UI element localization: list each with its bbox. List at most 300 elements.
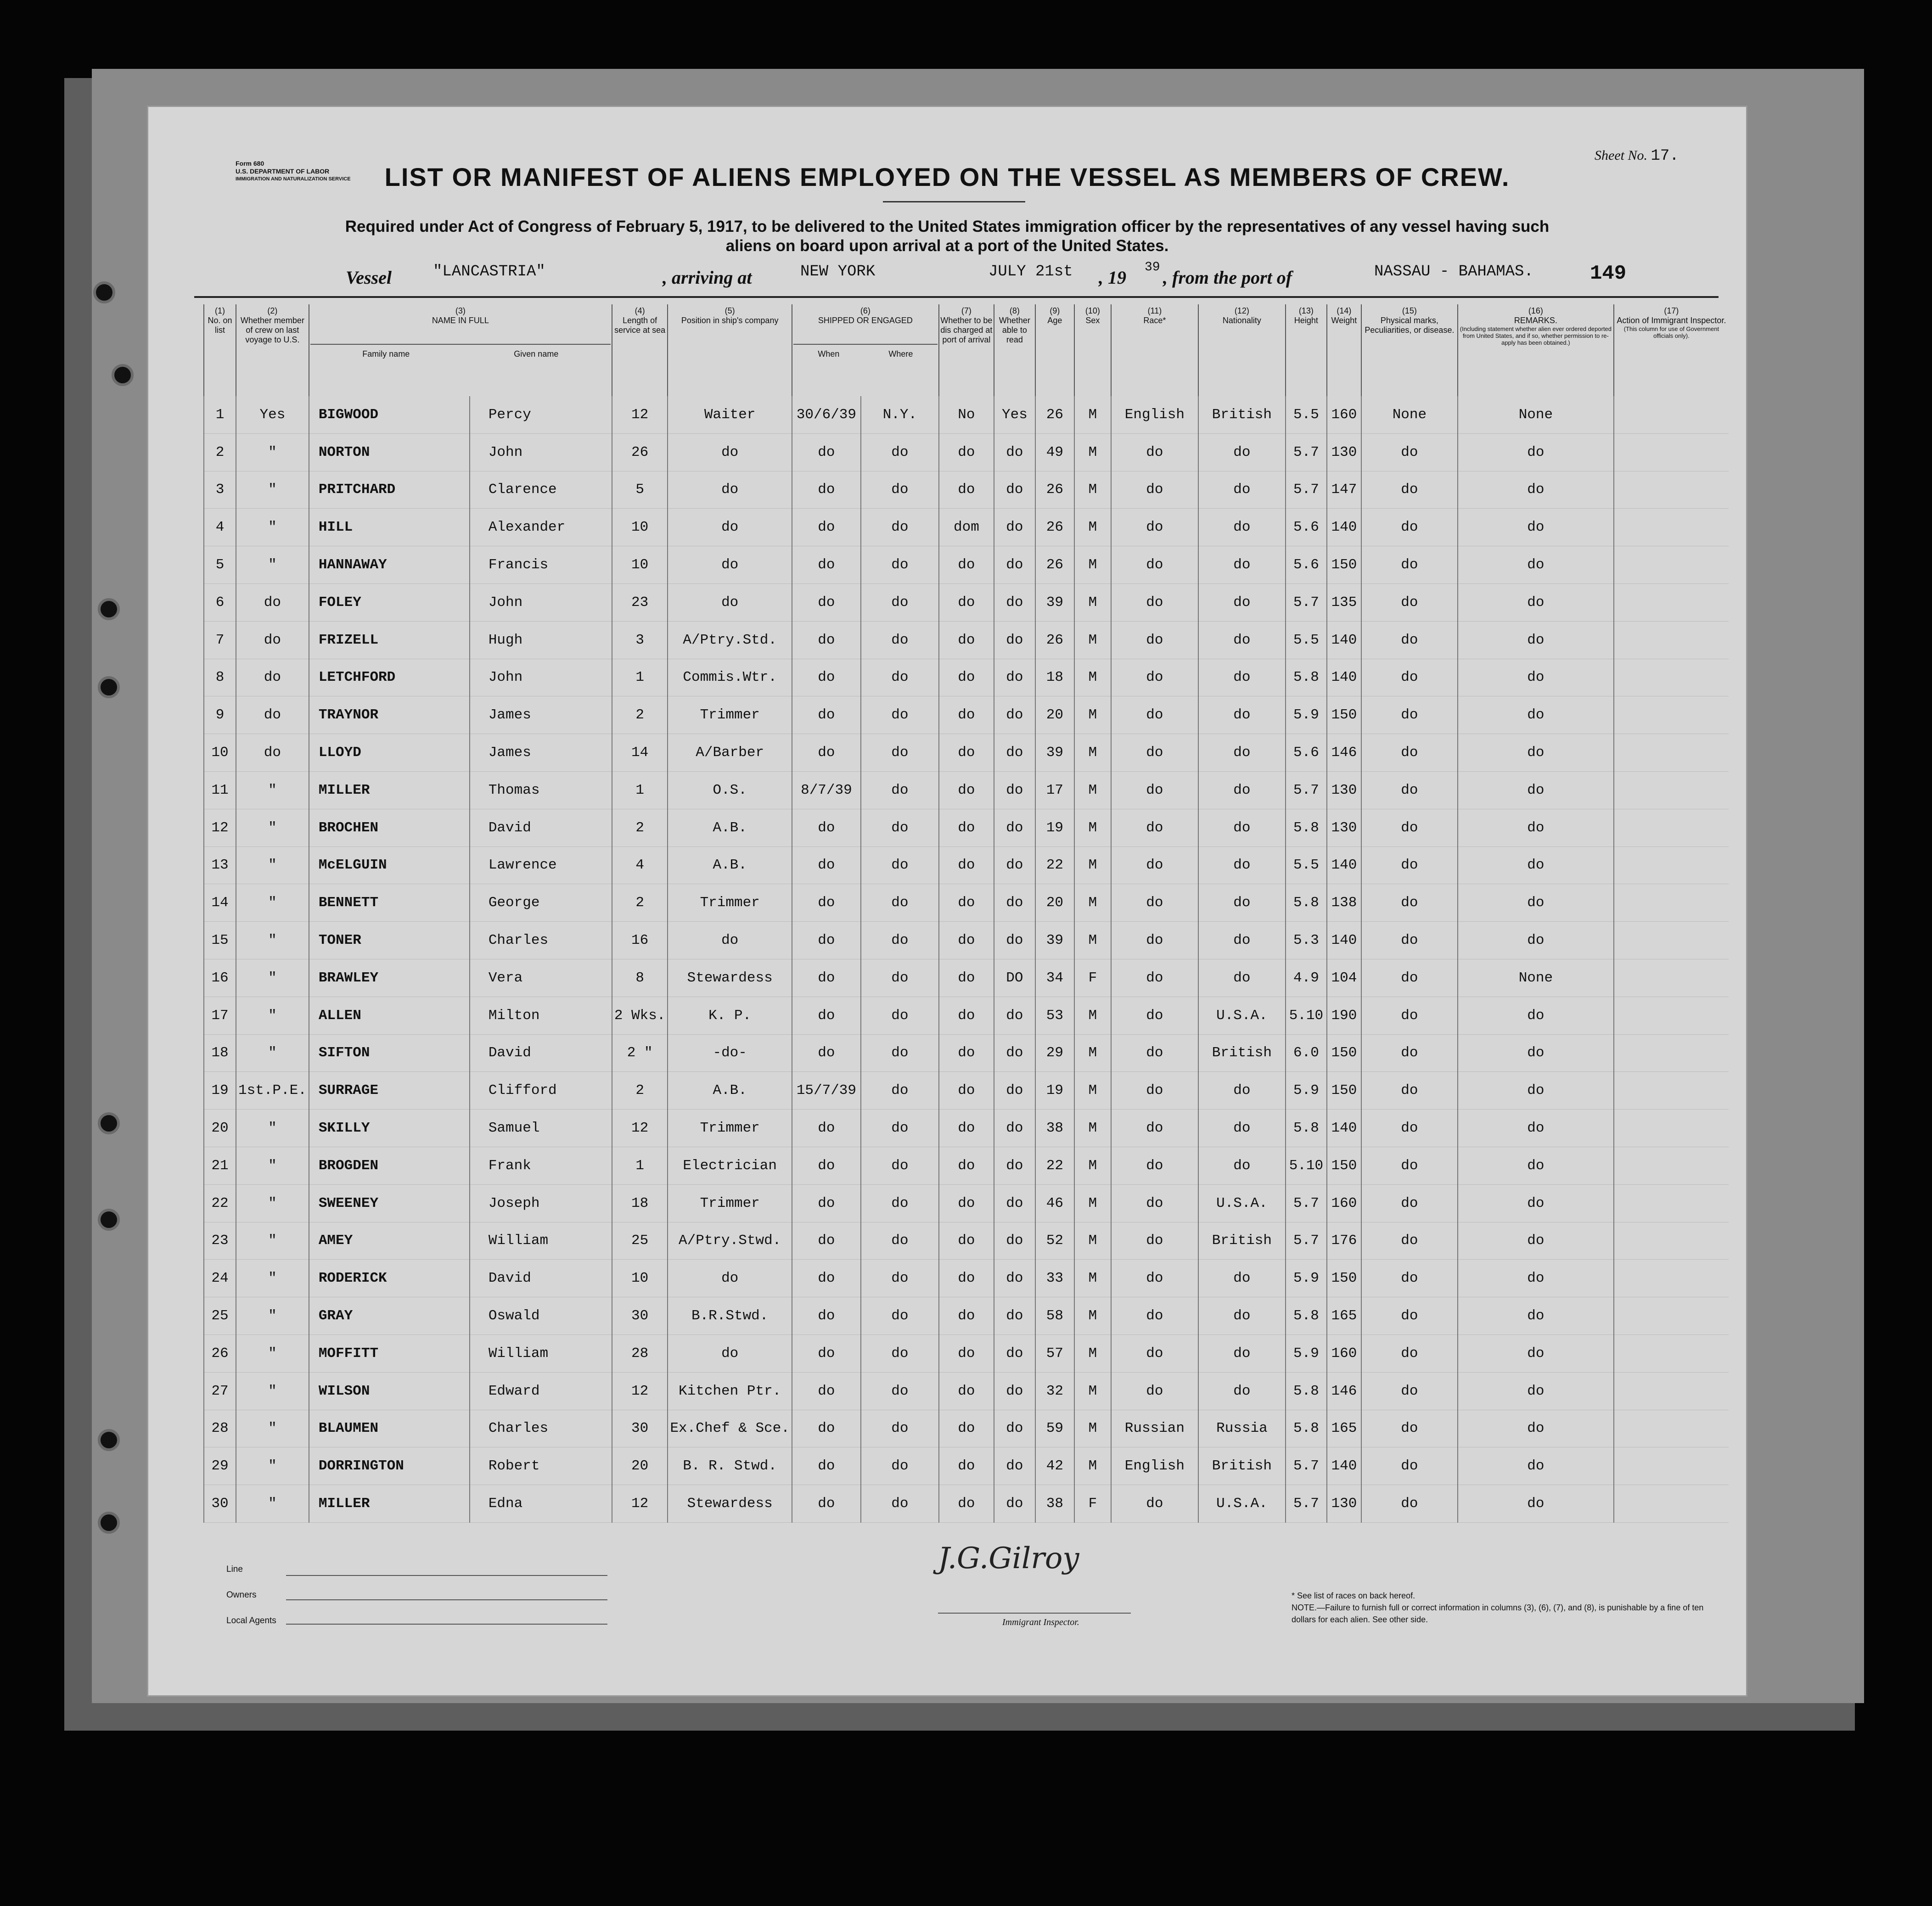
row-number-cell: 2 (204, 433, 236, 471)
family-name-cell: PRITCHARD (309, 471, 470, 509)
nationality-cell: do (1198, 546, 1286, 584)
able-to-read-cell: do (994, 433, 1035, 471)
weight-cell: 150 (1327, 1072, 1361, 1110)
race-cell: do (1111, 659, 1198, 696)
punch-hole (98, 1209, 120, 1231)
inspector-action-cell (1614, 809, 1729, 846)
age-cell: 39 (1035, 734, 1074, 772)
height-cell: 5.6 (1286, 546, 1327, 584)
race-cell: English (1111, 396, 1198, 433)
nationality-cell: U.S.A. (1198, 1184, 1286, 1222)
length-of-service-cell: 2 " (612, 1034, 668, 1072)
inspector-action-cell (1614, 1334, 1729, 1372)
race-cell: do (1111, 1297, 1198, 1335)
age-cell: 19 (1035, 1072, 1074, 1110)
nationality-cell: British (1198, 1034, 1286, 1072)
shipped-where-cell: do (861, 771, 939, 809)
given-name-cell: Thomas (470, 771, 612, 809)
remarks-cell: do (1458, 922, 1614, 959)
nationality-cell: do (1198, 1072, 1286, 1110)
shipped-when-cell: do (792, 546, 861, 584)
last-voyage-cell: " (236, 433, 309, 471)
discharged-cell: do (939, 809, 994, 846)
weight-cell: 146 (1327, 734, 1361, 772)
remarks-cell: do (1458, 1297, 1614, 1335)
height-cell: 5.7 (1286, 583, 1327, 621)
shipped-when-cell: do (792, 1372, 861, 1410)
discharged-cell: do (939, 1447, 994, 1485)
age-cell: 52 (1035, 1222, 1074, 1260)
sex-cell: M (1074, 471, 1111, 509)
shipped-when-cell: do (792, 809, 861, 846)
weight-cell: 165 (1327, 1410, 1361, 1447)
discharged-cell: do (939, 696, 994, 734)
race-cell: Russian (1111, 1410, 1198, 1447)
row-number-cell: 11 (204, 771, 236, 809)
age-cell: 20 (1035, 884, 1074, 922)
position-cell: K. P. (668, 997, 792, 1034)
height-cell: 6.0 (1286, 1034, 1327, 1072)
given-name-cell: Lawrence (470, 846, 612, 884)
nationality-cell: do (1198, 922, 1286, 959)
family-name-cell: FRIZELL (309, 621, 470, 659)
race-cell: do (1111, 884, 1198, 922)
race-cell: do (1111, 621, 1198, 659)
shipped-when-cell: do (792, 1297, 861, 1335)
weight-cell: 104 (1327, 959, 1361, 997)
row-number-cell: 24 (204, 1260, 236, 1297)
row-number-cell: 6 (204, 583, 236, 621)
given-name-cell: David (470, 1034, 612, 1072)
nationality-cell: do (1198, 734, 1286, 772)
row-number-cell: 30 (204, 1485, 236, 1523)
given-name-cell: Vera (470, 959, 612, 997)
position-cell: A.B. (668, 846, 792, 884)
last-voyage-cell: " (236, 546, 309, 584)
nationality-cell: do (1198, 1110, 1286, 1147)
nationality-cell: do (1198, 583, 1286, 621)
able-to-read-cell: do (994, 997, 1035, 1034)
col-header-8: (8) Whether able to read (994, 304, 1035, 396)
table-row (204, 1485, 1729, 1523)
height-cell: 5.7 (1286, 433, 1327, 471)
weight-cell: 130 (1327, 1485, 1361, 1523)
last-voyage-cell: " (236, 1297, 309, 1335)
table-row (204, 1184, 1729, 1222)
given-name-cell: Percy (470, 396, 612, 433)
family-name-cell: TONER (309, 922, 470, 959)
inspector-action-cell (1614, 396, 1729, 433)
race-cell: do (1111, 509, 1198, 546)
shipped-where-cell: do (861, 734, 939, 772)
nationality-cell: do (1198, 1334, 1286, 1372)
from-port: NASSAU - BAHAMAS. (1374, 263, 1533, 280)
race-cell: do (1111, 1072, 1198, 1110)
vessel-name: "LANCASTRIA" (433, 263, 545, 280)
family-name-cell: SKILLY (309, 1110, 470, 1147)
punch-hole (98, 1512, 120, 1534)
sex-cell: M (1074, 1372, 1111, 1410)
vessel-label: Vessel (346, 267, 392, 288)
given-name-cell: Hugh (470, 621, 612, 659)
remarks-cell: do (1458, 734, 1614, 772)
length-of-service-cell: 1 (612, 1147, 668, 1184)
age-cell: 39 (1035, 583, 1074, 621)
table-row (204, 1447, 1729, 1485)
shipped-where-cell: N.Y. (861, 396, 939, 433)
given-name-cell: David (470, 809, 612, 846)
race-cell: do (1111, 846, 1198, 884)
height-cell: 5.5 (1286, 621, 1327, 659)
weight-cell: 147 (1327, 471, 1361, 509)
height-cell: 5.7 (1286, 1447, 1327, 1485)
sex-cell: M (1074, 1034, 1111, 1072)
last-voyage-cell: " (236, 959, 309, 997)
shipped-where-cell: do (861, 1372, 939, 1410)
row-number-cell: 19 (204, 1072, 236, 1110)
given-name-cell: John (470, 583, 612, 621)
physical-marks-cell: do (1361, 1334, 1458, 1372)
last-voyage-cell: " (236, 509, 309, 546)
given-name-cell: James (470, 734, 612, 772)
able-to-read-cell: do (994, 771, 1035, 809)
last-voyage-cell: " (236, 1334, 309, 1372)
remarks-cell: do (1458, 659, 1614, 696)
given-name-cell: James (470, 696, 612, 734)
height-cell: 5.8 (1286, 1410, 1327, 1447)
nationality-cell: British (1198, 1447, 1286, 1485)
shipped-when-cell: do (792, 696, 861, 734)
shipped-when-cell: do (792, 1222, 861, 1260)
row-number-cell: 1 (204, 396, 236, 433)
physical-marks-cell: do (1361, 884, 1458, 922)
table-row (204, 621, 1729, 659)
shipped-where-cell: do (861, 1334, 939, 1372)
position-cell: Electrician (668, 1147, 792, 1184)
weight-cell: 190 (1327, 997, 1361, 1034)
remarks-cell: do (1458, 583, 1614, 621)
inspector-action-cell (1614, 621, 1729, 659)
able-to-read-cell: do (994, 846, 1035, 884)
shipped-when-cell: do (792, 734, 861, 772)
physical-marks-cell: do (1361, 771, 1458, 809)
owners-label: Owners (226, 1590, 257, 1600)
position-cell: Waiter (668, 396, 792, 433)
shipped-where-cell: do (861, 922, 939, 959)
able-to-read-cell: do (994, 1260, 1035, 1297)
row-number-cell: 22 (204, 1184, 236, 1222)
position-cell: A/Ptry.Std. (668, 621, 792, 659)
last-voyage-cell: do (236, 734, 309, 772)
nationality-cell: British (1198, 396, 1286, 433)
nationality-cell: do (1198, 959, 1286, 997)
able-to-read-cell: do (994, 1184, 1035, 1222)
remarks-cell: do (1458, 621, 1614, 659)
given-name-cell: John (470, 659, 612, 696)
table-row (204, 922, 1729, 959)
height-cell: 5.7 (1286, 1485, 1327, 1523)
arrival-date: JULY 21st (988, 263, 1073, 280)
race-cell: do (1111, 1110, 1198, 1147)
inspector-action-cell (1614, 959, 1729, 997)
remarks-cell: do (1458, 1222, 1614, 1260)
sex-cell: M (1074, 997, 1111, 1034)
family-name-cell: SURRAGE (309, 1072, 470, 1110)
able-to-read-cell: do (994, 809, 1035, 846)
remarks-cell: do (1458, 433, 1614, 471)
height-cell: 5.5 (1286, 846, 1327, 884)
length-of-service-cell: 12 (612, 1372, 668, 1410)
service: IMMIGRATION AND NATURALIZATION SERVICE (236, 176, 351, 182)
shipped-when-cell: do (792, 1447, 861, 1485)
shipped-when-cell: do (792, 846, 861, 884)
family-name-cell: GRAY (309, 1297, 470, 1335)
discharged-cell: do (939, 846, 994, 884)
remarks-cell: do (1458, 846, 1614, 884)
given-name-cell: Charles (470, 1410, 612, 1447)
shipped-where-cell: do (861, 583, 939, 621)
discharged-cell: do (939, 433, 994, 471)
able-to-read-cell: do (994, 583, 1035, 621)
punch-hole (112, 364, 134, 386)
sex-cell: M (1074, 1297, 1111, 1335)
weight-cell: 160 (1327, 396, 1361, 433)
last-voyage-cell: " (236, 771, 309, 809)
arriving-label: , arriving at (663, 267, 752, 288)
table-row (204, 509, 1729, 546)
inspector-action-cell (1614, 471, 1729, 509)
age-cell: 46 (1035, 1184, 1074, 1222)
row-number-cell: 12 (204, 809, 236, 846)
col-header-6: (6) SHIPPED OR ENGAGED When Where (792, 304, 939, 396)
table-row (204, 846, 1729, 884)
physical-marks-cell: do (1361, 1447, 1458, 1485)
punch-hole (98, 1429, 120, 1451)
shipped-where-cell: do (861, 1447, 939, 1485)
nationality-cell: do (1198, 621, 1286, 659)
physical-marks-cell: None (1361, 396, 1458, 433)
table-row (204, 771, 1729, 809)
weight-cell: 140 (1327, 659, 1361, 696)
given-name-cell: Oswald (470, 1297, 612, 1335)
col-header-15: (15) Physical marks, Peculiarities, or disease. (1361, 304, 1458, 396)
sex-cell: M (1074, 1072, 1111, 1110)
height-cell: 5.7 (1286, 1222, 1327, 1260)
year-value: 39 (1145, 260, 1160, 275)
length-of-service-cell: 8 (612, 959, 668, 997)
physical-marks-cell: do (1361, 433, 1458, 471)
race-cell: do (1111, 1334, 1198, 1372)
position-cell: Commis.Wtr. (668, 659, 792, 696)
remarks-cell: do (1458, 1372, 1614, 1410)
family-name-cell: AMEY (309, 1222, 470, 1260)
table-row (204, 583, 1729, 621)
row-number-cell: 25 (204, 1297, 236, 1335)
row-number-cell: 5 (204, 546, 236, 584)
age-cell: 20 (1035, 696, 1074, 734)
last-voyage-cell: do (236, 583, 309, 621)
length-of-service-cell: 10 (612, 1260, 668, 1297)
able-to-read-cell: Yes (994, 396, 1035, 433)
sex-cell: M (1074, 1222, 1111, 1260)
sex-cell: M (1074, 1410, 1111, 1447)
position-cell: Trimmer (668, 1184, 792, 1222)
height-cell: 5.7 (1286, 1184, 1327, 1222)
weight-cell: 150 (1327, 1260, 1361, 1297)
manifest-page (147, 106, 1747, 1697)
physical-marks-cell: do (1361, 1110, 1458, 1147)
col-header-2: (2) Whether member of crew on last voyage to U.S. (236, 304, 309, 396)
family-name-cell: DORRINGTON (309, 1447, 470, 1485)
position-cell: Stewardess (668, 1485, 792, 1523)
col-header-14: (14) Weight (1327, 304, 1361, 396)
row-number-cell: 29 (204, 1447, 236, 1485)
remarks-cell: do (1458, 1447, 1614, 1485)
height-cell: 5.9 (1286, 1072, 1327, 1110)
last-voyage-cell: do (236, 696, 309, 734)
sex-cell: M (1074, 1184, 1111, 1222)
weight-cell: 140 (1327, 1447, 1361, 1485)
age-cell: 19 (1035, 809, 1074, 846)
row-number-cell: 7 (204, 621, 236, 659)
shipped-when-cell: do (792, 583, 861, 621)
sex-cell: M (1074, 433, 1111, 471)
age-cell: 17 (1035, 771, 1074, 809)
age-cell: 26 (1035, 546, 1074, 584)
discharged-cell: do (939, 546, 994, 584)
able-to-read-cell: do (994, 1447, 1035, 1485)
physical-marks-cell: do (1361, 509, 1458, 546)
length-of-service-cell: 10 (612, 546, 668, 584)
able-to-read-cell: do (994, 734, 1035, 772)
nationality-cell: do (1198, 659, 1286, 696)
row-number-cell: 10 (204, 734, 236, 772)
last-voyage-cell: " (236, 1410, 309, 1447)
weight-cell: 130 (1327, 809, 1361, 846)
physical-marks-cell: do (1361, 1222, 1458, 1260)
physical-marks-cell: do (1361, 846, 1458, 884)
col-header-12: (12) Nationality (1198, 304, 1286, 396)
discharged-cell: do (939, 1147, 994, 1184)
shipped-where-cell: do (861, 1184, 939, 1222)
table-row (204, 546, 1729, 584)
family-name-cell: TRAYNOR (309, 696, 470, 734)
family-name-cell: BRAWLEY (309, 959, 470, 997)
given-name-cell: Samuel (470, 1110, 612, 1147)
family-name-cell: McELGUIN (309, 846, 470, 884)
height-cell: 5.9 (1286, 1260, 1327, 1297)
shipped-when-cell: do (792, 1110, 861, 1147)
last-voyage-cell: " (236, 1110, 309, 1147)
shipped-when-cell: do (792, 1485, 861, 1523)
when-header: When (818, 349, 840, 359)
shipped-where-cell: do (861, 621, 939, 659)
able-to-read-cell: do (994, 1485, 1035, 1523)
height-cell: 5.7 (1286, 471, 1327, 509)
height-cell: 5.8 (1286, 1372, 1327, 1410)
physical-marks-cell: do (1361, 1184, 1458, 1222)
shipped-when-cell: do (792, 1034, 861, 1072)
page-title: LIST OR MANIFEST OF ALIENS EMPLOYED ON THE VESSEL AS MEMBERS OF CREW. (384, 163, 1510, 191)
length-of-service-cell: 3 (612, 621, 668, 659)
inspector-signature: J.G.Gilroy (938, 1542, 1079, 1575)
shipped-when-cell: do (792, 509, 861, 546)
given-name-cell: Edna (470, 1485, 612, 1523)
table-row (204, 471, 1729, 509)
discharged-cell: do (939, 471, 994, 509)
shipped-where-cell: do (861, 1260, 939, 1297)
inspector-action-cell (1614, 583, 1729, 621)
length-of-service-cell: 30 (612, 1297, 668, 1335)
height-cell: 5.7 (1286, 771, 1327, 809)
shipped-where-cell: do (861, 696, 939, 734)
table-row (204, 884, 1729, 922)
last-voyage-cell: 1st.P.E. (236, 1072, 309, 1110)
able-to-read-cell: do (994, 621, 1035, 659)
shipped-when-cell: do (792, 1184, 861, 1222)
length-of-service-cell: 2 (612, 809, 668, 846)
length-of-service-cell: 10 (612, 509, 668, 546)
given-name-cell: Robert (470, 1447, 612, 1485)
nationality-cell: do (1198, 771, 1286, 809)
last-voyage-cell: do (236, 621, 309, 659)
shipped-when-cell: do (792, 884, 861, 922)
race-cell: do (1111, 1034, 1198, 1072)
nationality-cell: do (1198, 433, 1286, 471)
inspector-action-cell (1614, 1447, 1729, 1485)
height-cell: 5.9 (1286, 1334, 1327, 1372)
discharged-cell: do (939, 771, 994, 809)
row-number-cell: 16 (204, 959, 236, 997)
given-name-cell: Milton (470, 997, 612, 1034)
sex-cell: M (1074, 1447, 1111, 1485)
shipped-when-cell: do (792, 1334, 861, 1372)
length-of-service-cell: 25 (612, 1222, 668, 1260)
age-cell: 26 (1035, 621, 1074, 659)
physical-marks-cell: do (1361, 1072, 1458, 1110)
table-row (204, 433, 1729, 471)
height-cell: 5.6 (1286, 509, 1327, 546)
race-cell: do (1111, 696, 1198, 734)
remarks-cell: do (1458, 546, 1614, 584)
remarks-cell: do (1458, 884, 1614, 922)
last-voyage-cell: Yes (236, 396, 309, 433)
remarks-cell: do (1458, 1260, 1614, 1297)
physical-marks-cell: do (1361, 1372, 1458, 1410)
inspector-action-cell (1614, 1034, 1729, 1072)
height-cell: 5.8 (1286, 809, 1327, 846)
last-voyage-cell: " (236, 1485, 309, 1523)
sex-cell: M (1074, 546, 1111, 584)
length-of-service-cell: 23 (612, 583, 668, 621)
last-voyage-cell: " (236, 1372, 309, 1410)
last-voyage-cell: " (236, 1222, 309, 1260)
family-name-cell: LLOYD (309, 734, 470, 772)
shipped-when-cell: do (792, 621, 861, 659)
manifest-rows (204, 396, 1729, 1522)
discharged-cell: do (939, 922, 994, 959)
position-cell: do (668, 433, 792, 471)
weight-cell: 140 (1327, 509, 1361, 546)
table-row (204, 1297, 1729, 1335)
page-subtitle: Required under Act of Congress of February 5, 1917, to be delivered to the United States immigration officer by the representatives of any vessel having such aliens on board upon arrival at a port of the United States. (345, 218, 1550, 255)
inspector-action-cell (1614, 1485, 1729, 1523)
family-name-cell: MILLER (309, 1485, 470, 1523)
length-of-service-cell: 2 Wks. (612, 997, 668, 1034)
discharged-cell: do (939, 1184, 994, 1222)
sex-cell: M (1074, 922, 1111, 959)
height-cell: 5.5 (1286, 396, 1327, 433)
